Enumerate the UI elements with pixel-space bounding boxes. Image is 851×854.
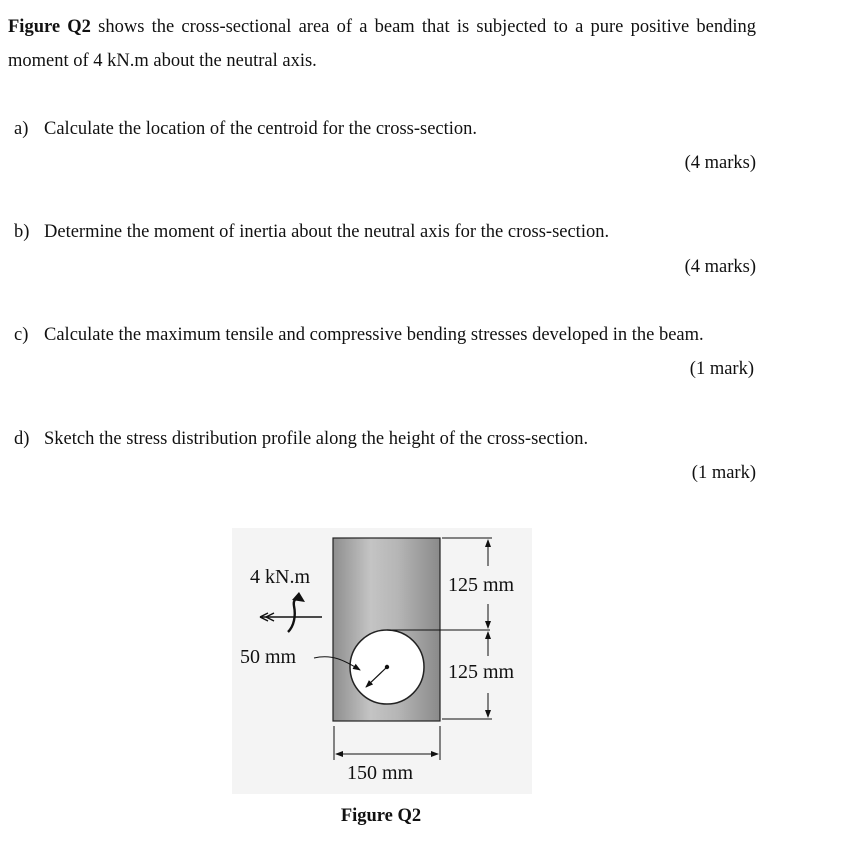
question-c-label: c) (14, 325, 29, 345)
question-d (14, 427, 588, 451)
figure-reference: Figure Q2 (8, 17, 91, 37)
intro-paragraph (8, 10, 756, 78)
question-d-marks: (1 mark) (691, 463, 756, 483)
question-a (14, 117, 477, 141)
figure-caption: Figure Q2 (340, 806, 422, 826)
question-c-text: Calculate the maximum tensile and compressive bending stresses developed in the beam. (44, 325, 704, 345)
intro-text: shows the cross-sectional area of a beam that is subjected to a pure positive bending moment of 4 kN.m about the neutral axis. (8, 17, 756, 71)
question-a-text: Calculate the location of the centroid for the cross-section. (44, 119, 478, 139)
question-d-text: Sketch the stress distribution profile along the height of the cross-section. (44, 429, 589, 449)
question-a-label: a) (14, 119, 29, 139)
question-d-label: d) (14, 429, 30, 449)
width-dimension-label: 150 mm (347, 762, 414, 784)
question-c-marks: (1 mark) (689, 359, 754, 379)
moment-label: 4 kN.m (250, 566, 310, 588)
question-b-label: b) (14, 222, 30, 242)
beam-diagram (232, 528, 532, 794)
question-b (14, 220, 609, 244)
question-c (14, 323, 704, 347)
question-a-marks: (4 marks) (684, 153, 756, 173)
radius-label: 50 mm (240, 646, 297, 668)
question-b-text: Determine the moment of inertia about the neutral axis for the cross-section. (44, 222, 610, 242)
beam-cross-section-figure (232, 528, 532, 794)
bottom-dimension-label: 125 mm (448, 661, 515, 683)
top-dimension-label: 125 mm (448, 574, 515, 596)
question-b-marks: (4 marks) (684, 257, 756, 277)
